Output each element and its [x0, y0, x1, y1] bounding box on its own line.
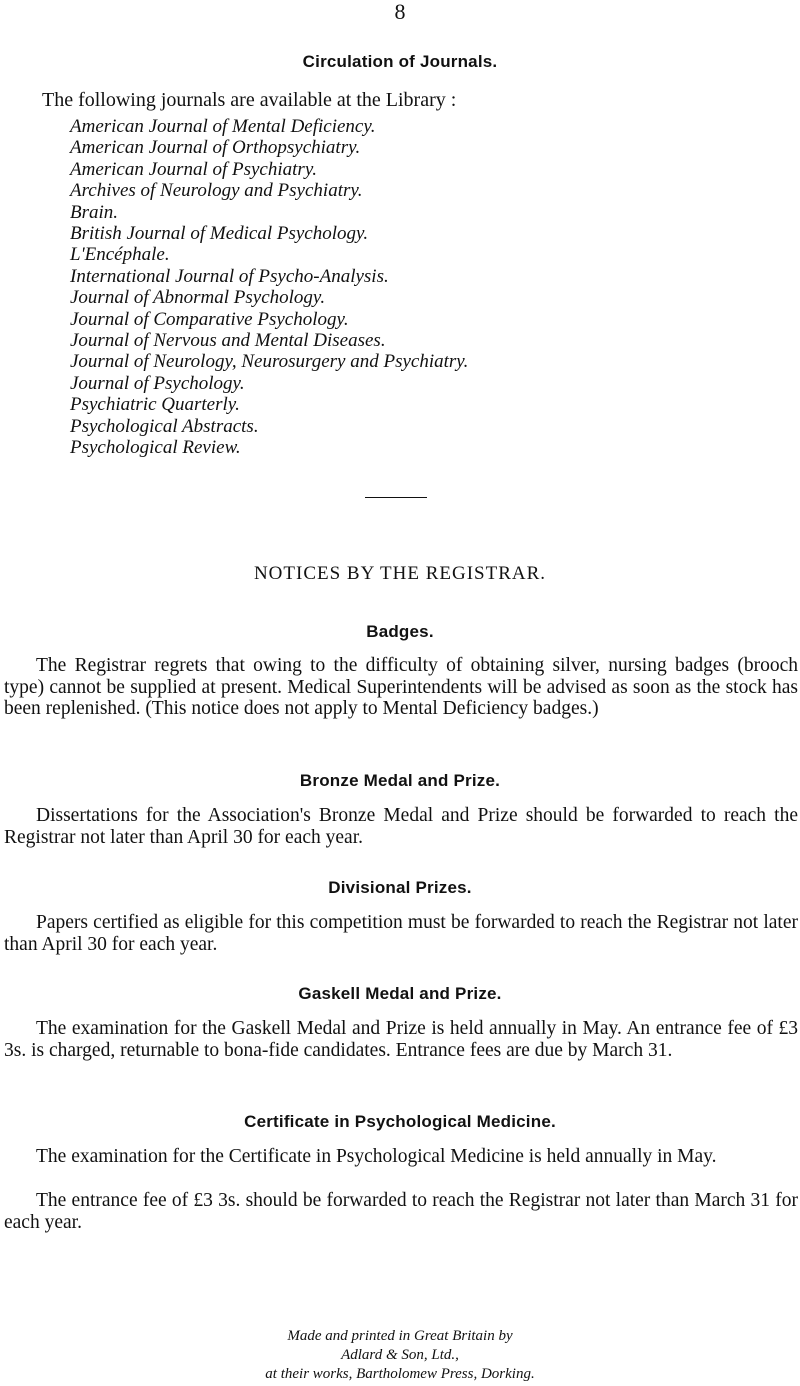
- divisional-prizes-heading: Divisional Prizes.: [328, 878, 472, 897]
- journal-item: Journal of Psychology.: [70, 372, 245, 394]
- journal-item: Psychiatric Quarterly.: [70, 394, 240, 416]
- journal-item: American Journal of Mental Deficiency.: [70, 116, 376, 137]
- certificate-text-1: The examination for the Certificate in Psychological Medicine is held annually in May.: [36, 1146, 717, 1167]
- journal-item: Journal of Abnormal Psychology.: [70, 287, 326, 309]
- colophon: [0, 1327, 800, 1384]
- journal-item: L'Encéphale.: [70, 244, 170, 266]
- section-divider: [365, 497, 427, 498]
- colophon-line: Made and printed in Great Britain by: [287, 1328, 513, 1344]
- journal-item: Journal of Comparative Psychology.: [70, 308, 349, 330]
- journal-list: [70, 116, 468, 459]
- journal-item: Journal of Neurology, Neurosurgery and Psychiatry.: [70, 351, 469, 373]
- journal-item: British Journal of Medical Psychology.: [70, 223, 369, 245]
- journals-intro: The following journals are available at the Library :: [42, 89, 457, 111]
- badges-heading: Badges.: [366, 622, 434, 641]
- journal-item: Psychological Review.: [70, 437, 241, 459]
- journal-item: Journal of Nervous and Mental Diseases.: [70, 330, 386, 352]
- bronze-medal-text: Dissertations for the Association's Bronze Medal and Prize should be forwarded to reach the Registrar not later than April 30 for each year.: [4, 805, 798, 848]
- page-number: 8: [394, 0, 406, 24]
- journal-item: International Journal of Psycho-Analysis.: [70, 265, 389, 287]
- divisional-prizes-text: Papers certified as eligible for this competition must be forwarded to reach the Registrar not later than April 30 for each year.: [4, 912, 798, 955]
- gaskell-medal-heading: Gaskell Medal and Prize.: [298, 984, 502, 1003]
- certificate-heading: Certificate in Psychological Medicine.: [244, 1112, 556, 1131]
- bronze-medal-heading: Bronze Medal and Prize.: [299, 771, 501, 790]
- journal-item: Brain.: [70, 201, 119, 223]
- notices-title: NOTICES BY THE REGISTRAR.: [253, 563, 547, 584]
- colophon-line: at their works, Bartholomew Press, Dorking.: [265, 1366, 535, 1382]
- colophon-line: Adlard & Son, Ltd.,: [341, 1347, 459, 1363]
- journal-item: Archives of Neurology and Psychiatry.: [70, 180, 363, 202]
- journal-item: American Journal of Orthopsychiatry.: [70, 137, 361, 159]
- journal-item: Psychological Abstracts.: [70, 415, 259, 437]
- badges-text: The Registrar regrets that owing to the difficulty of obtaining silver, nursing badges (brooch type) cannot be supplied at present. Medical Superintendents will be advised as soon as the stock has been replenished. (This notice does not apply to Mental Deficiency badges.): [4, 655, 798, 719]
- gaskell-medal-text: The examination for the Gaskell Medal and Prize is held annually in May. An entrance fee of £3 3s. is charged, returnable to bona-fide candidates. Entrance fees are due by March 31.: [4, 1018, 798, 1061]
- journals-heading: Circulation of Journals.: [302, 52, 498, 71]
- journal-item: American Journal of Psychiatry.: [70, 158, 317, 180]
- certificate-text-2: The entrance fee of £3 3s. should be forwarded to reach the Registrar not later than March 31 for each year.: [4, 1190, 798, 1233]
